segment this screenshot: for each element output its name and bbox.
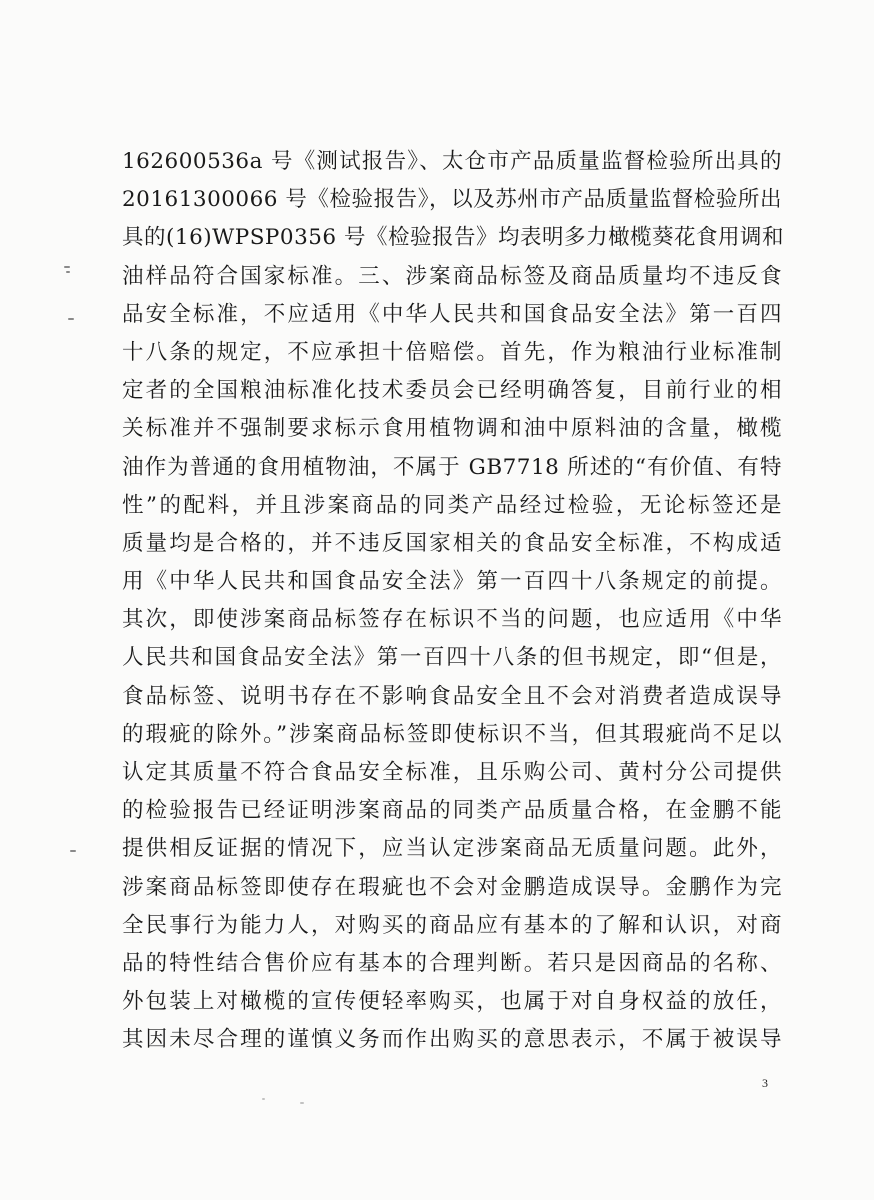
scan-speck [64, 266, 70, 268]
text-line: 品安全标准，不应适用《中华人民共和国食品安全法》第一百四 [122, 301, 782, 327]
scan-speck [262, 1098, 265, 1100]
text-line: 全民事行为能力人，对购买的商品应有基本的了解和认识，对商 [122, 912, 782, 938]
text-line: 质量均是合格的，并不违反国家相关的食品安全标准，不构成适 [122, 530, 782, 556]
text-line: 食品标签、说明书存在不影响食品安全且不会对消费者造成误导 [122, 683, 782, 709]
page-number: 3 [762, 1076, 768, 1090]
text-line: 人民共和国食品安全法》第一百四十八条的但书规定，即“但是， [122, 645, 782, 671]
text-line: 涉案商品标签即使存在瑕疵也不会对金鹏造成误导。金鹏作为完 [122, 874, 782, 900]
text-line: 具的(16)WPSP0356 号《检验报告》均表明多力橄榄葵花食用调和 [122, 225, 784, 251]
scan-speck [300, 1102, 304, 1104]
text-line: 162600536a 号《测试报告》、太仓市产品质量监督检验所出具的 [122, 149, 782, 174]
text-line: 用《中华人民共和国食品安全法》第一百四十八条规定的前提。 [122, 569, 782, 595]
scan-speck [70, 850, 76, 852]
text-line: 油作为普通的食用植物油，不属于 GB7718 所述的“有价值、有特 [122, 454, 782, 480]
text-line: 油样品符合国家标准。三、涉案商品标签及商品质量均不违反食 [122, 263, 782, 289]
text-line: 的瑕疵的除外。”涉案商品标签即使标识不当，但其瑕疵尚不足以 [122, 721, 782, 747]
text-line: 其次，即使涉案商品标签存在标识不当的问题，也应适用《中华 [122, 607, 782, 633]
text-line: 认定其质量不符合食品安全标准，且乐购公司、黄村分公司提供 [122, 760, 782, 785]
text-line: 其因未尽合理的谨慎义务而作出购买的意思表示，不属于被误导 [122, 1027, 782, 1053]
scan-speck [66, 271, 70, 273]
text-line: 外包装上对橄榄的宣传便轻率购买，也属于对自身权益的放任， [122, 989, 782, 1015]
text-line: 品的特性结合售价应有基本的合理判断。若只是因商品的名称、 [122, 950, 782, 976]
text-line: 提供相反证据的情况下，应当认定涉案商品无质量问题。此外， [122, 836, 782, 862]
text-line: 定者的全国粮油标准化技术委员会已经明确答复，目前行业的相 [122, 378, 782, 404]
text-line: 关标准并不强制要求标示食用植物调和油中原料油的含量，橄榄 [122, 416, 782, 442]
body-text [122, 143, 782, 1060]
text-line: 性”的配料，并且涉案商品的同类产品经过检验，无论标签还是 [122, 492, 782, 518]
text-line: 十八条的规定，不应承担十倍赔偿。首先，作为粮油行业标准制 [122, 339, 782, 365]
text-line: 的检验报告已经证明涉案商品的同类产品质量合格，在金鹏不能 [122, 798, 782, 824]
text-line: 20161300066 号《检验报告》，以及苏州市产品质量监督检验所出 [122, 187, 782, 213]
scan-speck [68, 318, 74, 320]
